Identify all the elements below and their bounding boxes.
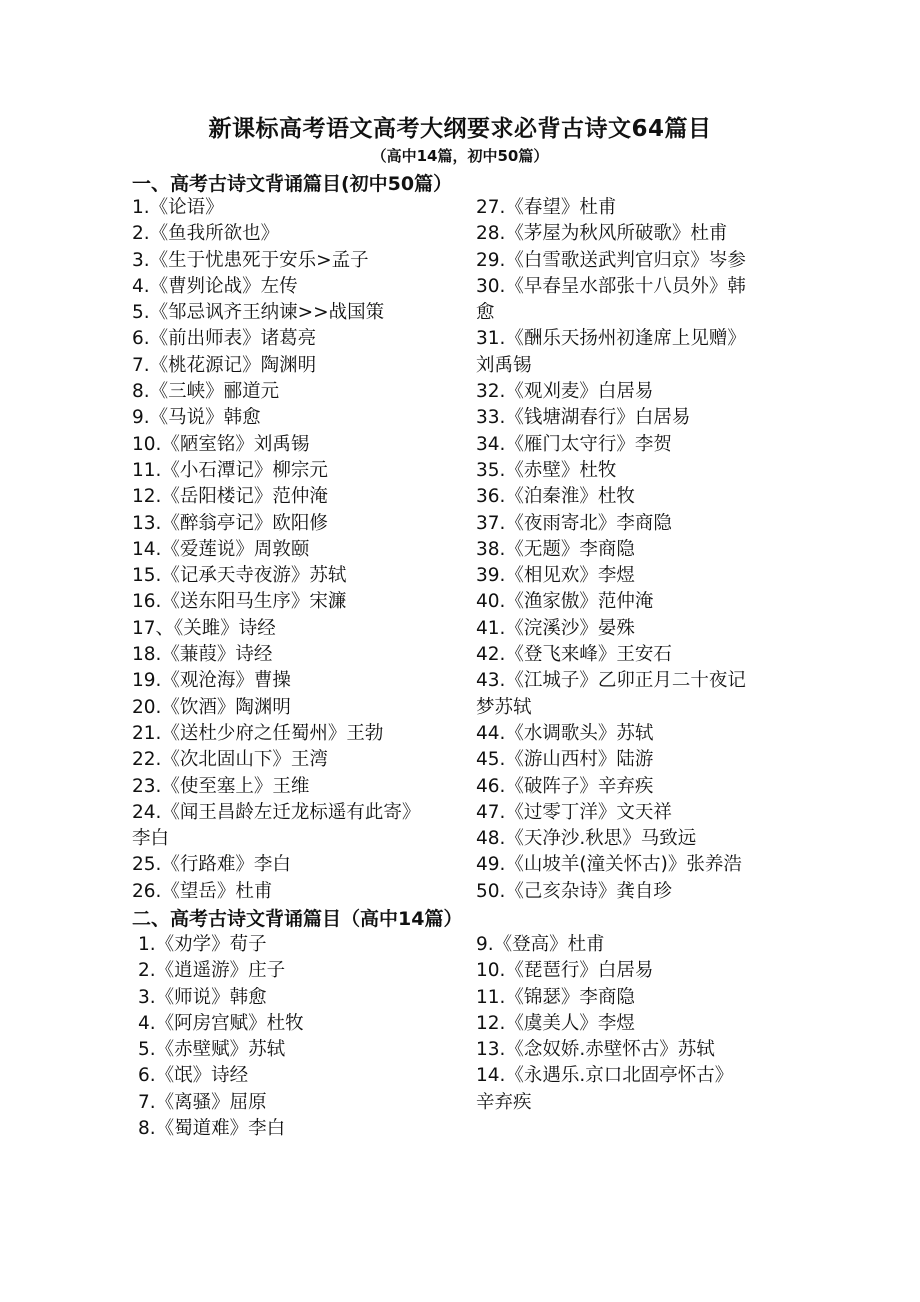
list-item: 14.《永遇乐.京口北固亭怀古》 [476, 1065, 734, 1087]
list-item: 34.《雁门太守行》李贺 [476, 433, 672, 455]
list-item: 25.《行路难》李白 [132, 854, 291, 876]
list-item: 43.《江城子》乙卯正月二十夜记 [476, 670, 746, 692]
list-item-continuation: 刘禹锡 [476, 354, 532, 376]
list-item: 35.《赤壁》杜牧 [476, 459, 617, 481]
list-item: 11.《锦瑟》李商隐 [476, 986, 635, 1008]
list-item: 42.《登飞来峰》王安石 [476, 644, 672, 666]
list-item: 37.《夜雨寄北》李商隐 [476, 512, 672, 534]
list-item: 10.《琵琶行》白居易 [476, 960, 654, 982]
list-item: 36.《泊秦淮》杜牧 [476, 486, 635, 508]
section2-right-list [476, 932, 733, 1116]
list-item: 1.《论语》 [132, 197, 224, 218]
list-item: 3.《师说》韩愈 [138, 986, 267, 1008]
list-item: 2.《鱼我所欲也》 [132, 223, 280, 245]
section1-heading: 一、高考古诗文背诵篇目(初中50篇） [132, 173, 453, 195]
list-item: 13.《念奴娇.赤壁怀古》苏轼 [476, 1039, 715, 1061]
list-item: 7.《离骚》屈原 [138, 1091, 267, 1113]
list-item: 29.《白雪歌送武判官归京》岑参 [476, 249, 746, 271]
list-item: 4.《曹刿论战》左传 [132, 275, 298, 297]
list-item: 32.《观刈麦》白居易 [476, 381, 654, 403]
list-item: 41.《浣溪沙》晏殊 [476, 617, 635, 639]
list-item: 48.《天净沙.秋思》马致远 [476, 828, 697, 850]
list-item: 9.《登高》杜甫 [476, 934, 605, 955]
list-item-continuation: 辛弃疾 [476, 1091, 532, 1113]
document-subtitle: （高中14篇，初中50篇） [371, 147, 549, 165]
list-item: 45.《游山西村》陆游 [476, 749, 654, 771]
list-item: 20.《饮酒》陶渊明 [132, 696, 291, 718]
list-item: 12.《岳阳楼记》范仲淹 [132, 486, 328, 508]
list-item: 21.《送杜少府之任蜀州》王勃 [132, 722, 384, 744]
list-item: 8.《三峡》郦道元 [132, 381, 280, 403]
section1-left-list [132, 195, 420, 905]
list-item: 33.《钱塘湖春行》白居易 [476, 407, 691, 429]
section1-right-list [476, 195, 746, 905]
list-item: 30.《早春呈水部张十八员外》韩 [476, 275, 746, 297]
list-item: 19.《观沧海》曹操 [132, 670, 291, 692]
list-item: 17、《关雎》诗经 [132, 617, 276, 639]
list-item-continuation: 愈 [476, 302, 495, 324]
list-item: 13.《醉翁亭记》欧阳修 [132, 512, 328, 534]
list-item: 9.《马说》韩愈 [132, 407, 261, 429]
list-item: 18.《蒹葭》诗经 [132, 644, 273, 666]
list-item: 24.《闻王昌龄左迁龙标遥有此寄》 [132, 801, 421, 823]
list-item: 23.《使至塞上》王维 [132, 775, 310, 797]
list-item: 47.《过零丁洋》文天祥 [476, 801, 672, 823]
list-item: 49.《山坡羊(潼关怀古)》张养浩 [476, 854, 742, 876]
list-item: 22.《次北固山下》王湾 [132, 749, 328, 771]
document-title: 新课标高考语文高考大纲要求必背古诗文64篇目 [208, 116, 712, 142]
list-item: 46.《破阵子》辛弃疾 [476, 775, 654, 797]
list-item: 1.《劝学》荀子 [138, 934, 267, 955]
list-item: 31.《酬乐天扬州初逢席上见赠》 [476, 328, 746, 350]
list-item: 6.《氓》诗经 [138, 1065, 249, 1087]
list-item: 2.《逍遥游》庄子 [138, 960, 286, 982]
list-item: 16.《送东阳马生序》宋濂 [132, 591, 347, 613]
list-item: 5.《邹忌讽齐王纳谏>>战国策 [132, 302, 385, 324]
list-item: 15.《记承天寺夜游》苏轼 [132, 565, 347, 587]
list-item-continuation: 李白 [132, 828, 170, 850]
section2-left-list [138, 932, 304, 1142]
list-item: 27.《春望》杜甫 [476, 197, 617, 218]
list-item: 14.《爱莲说》周敦颐 [132, 538, 310, 560]
list-item: 38.《无题》李商隐 [476, 538, 635, 560]
list-item: 3.《生于忧患死于安乐>孟子 [132, 249, 369, 271]
section2-heading: 二、高考古诗文背诵篇目（高中14篇） [132, 908, 463, 930]
list-item-continuation: 梦苏轼 [476, 696, 532, 718]
list-item: 39.《相见欢》李煜 [476, 565, 635, 587]
list-item: 26.《望岳》杜甫 [132, 880, 273, 902]
list-item: 12.《虞美人》李煜 [476, 1012, 635, 1034]
list-item: 10.《陋室铭》刘禹锡 [132, 433, 310, 455]
list-item: 4.《阿房宫赋》杜牧 [138, 1012, 304, 1034]
list-item: 5.《赤壁赋》苏轼 [138, 1039, 286, 1061]
list-item: 6.《前出师表》诸葛亮 [132, 328, 317, 350]
list-item: 50.《己亥杂诗》龚自珍 [476, 880, 672, 902]
list-item: 44.《水调歌头》苏轼 [476, 722, 654, 744]
list-item: 28.《茅屋为秋风所破歌》杜甫 [476, 223, 728, 245]
list-item: 8.《蜀道难》李白 [138, 1118, 286, 1140]
list-item: 40.《渔家傲》范仲淹 [476, 591, 654, 613]
list-item: 7.《桃花源记》陶渊明 [132, 354, 317, 376]
list-item: 11.《小石潭记》柳宗元 [132, 459, 328, 481]
